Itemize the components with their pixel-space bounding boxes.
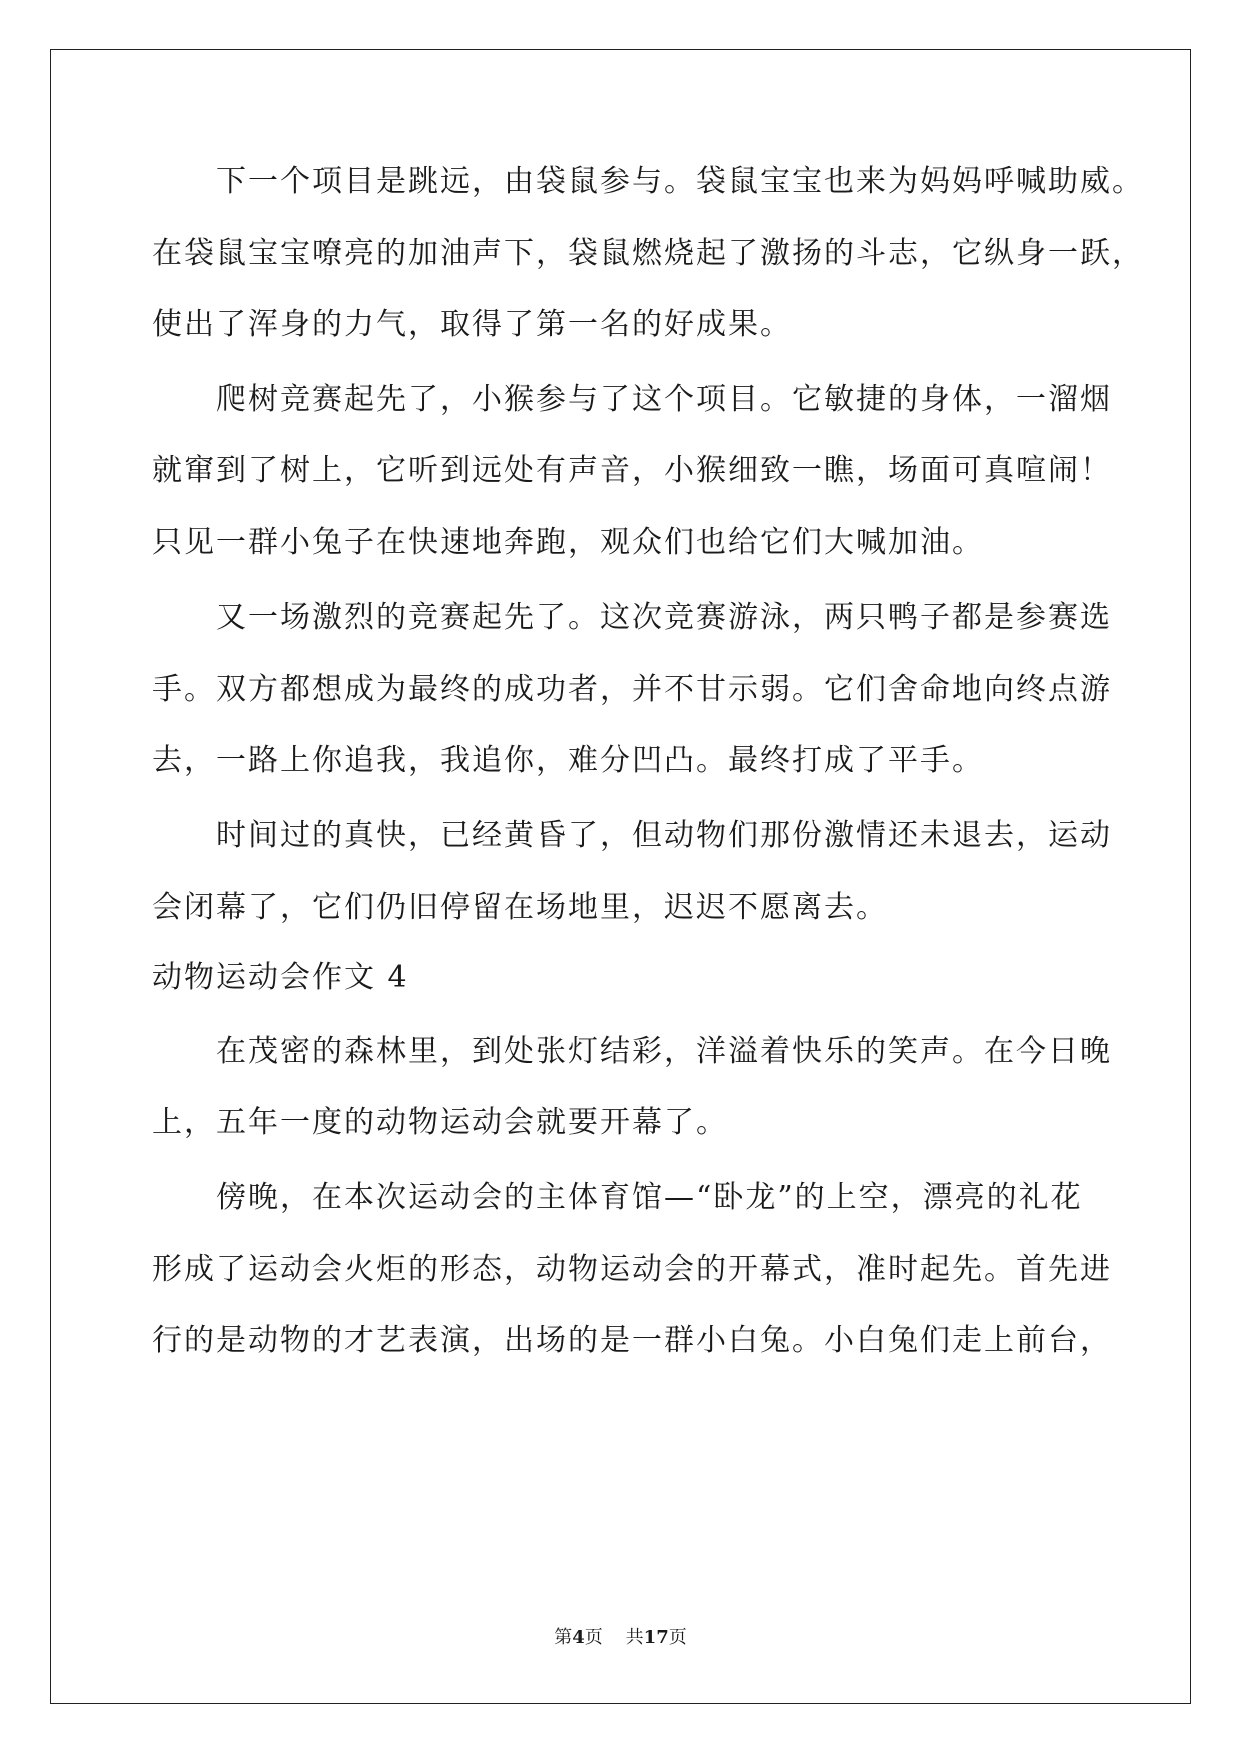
paragraph-line: 上，五年一度的动物运动会就要开幕了。 xyxy=(152,1105,728,1140)
paragraph-line: 使出了浑身的力气，取得了第一名的好成果。 xyxy=(152,307,792,342)
paragraph-line: 会闭幕了，它们仍旧停留在场地里，迟迟不愿离去。 xyxy=(152,890,888,925)
page-border xyxy=(50,49,1191,1704)
page-label-suffix: 页 xyxy=(584,1627,603,1648)
total-pages: 17 xyxy=(643,1627,669,1648)
total-label-suffix: 页 xyxy=(668,1627,687,1648)
page-footer xyxy=(0,1626,1241,1650)
paragraph-line: 去，一路上你追我，我追你，难分凹凸。最终打成了平手。 xyxy=(152,743,984,778)
paragraph-line: 下一个项目是跳远，由袋鼠参与。袋鼠宝宝也来为妈妈呼喊助威。 xyxy=(216,164,1144,199)
paragraph-line: 爬树竞赛起先了，小猴参与了这个项目。它敏捷的身体，一溜烟 xyxy=(216,382,1112,417)
paragraph-line: 手。双方都想成为最终的成功者，并不甘示弱。它们舍命地向终点游 xyxy=(152,672,1112,707)
paragraph-line: 在袋鼠宝宝嘹亮的加油声下，袋鼠燃烧起了激扬的斗志，它纵身一跃， xyxy=(152,236,1144,271)
paragraph-line: 在茂密的森林里，到处张灯结彩，洋溢着快乐的笑声。在今日晚 xyxy=(216,1034,1112,1069)
paragraph-line: 只见一群小兔子在快速地奔跑，观众们也给它们大喊加油。 xyxy=(152,525,984,560)
paragraph-line: 形成了运动会火炬的形态，动物运动会的开幕式，准时起先。首先进 xyxy=(152,1252,1112,1287)
section-heading: 动物运动会作文 4 xyxy=(152,960,409,995)
total-label-prefix: 共 xyxy=(625,1627,644,1648)
paragraph-line: 又一场激烈的竞赛起先了。这次竞赛游泳，两只鸭子都是参赛选 xyxy=(216,600,1112,635)
paragraph-line: 就窜到了树上，它听到远处有声音，小猴细致一瞧，场面可真喧闹！ xyxy=(152,453,1112,488)
paragraph-line: 时间过的真快，已经黄昏了，但动物们那份激情还未退去，运动 xyxy=(216,818,1112,853)
paragraph-line: 行的是动物的才艺表演，出场的是一群小白兔。小白兔们走上前台， xyxy=(152,1323,1112,1358)
paragraph-line: 傍晚，在本次运动会的主体育馆—“卧龙”的上空，漂亮的礼花 xyxy=(216,1180,1083,1215)
page-label-prefix: 第 xyxy=(554,1627,573,1648)
page-number: 4 xyxy=(572,1627,585,1648)
